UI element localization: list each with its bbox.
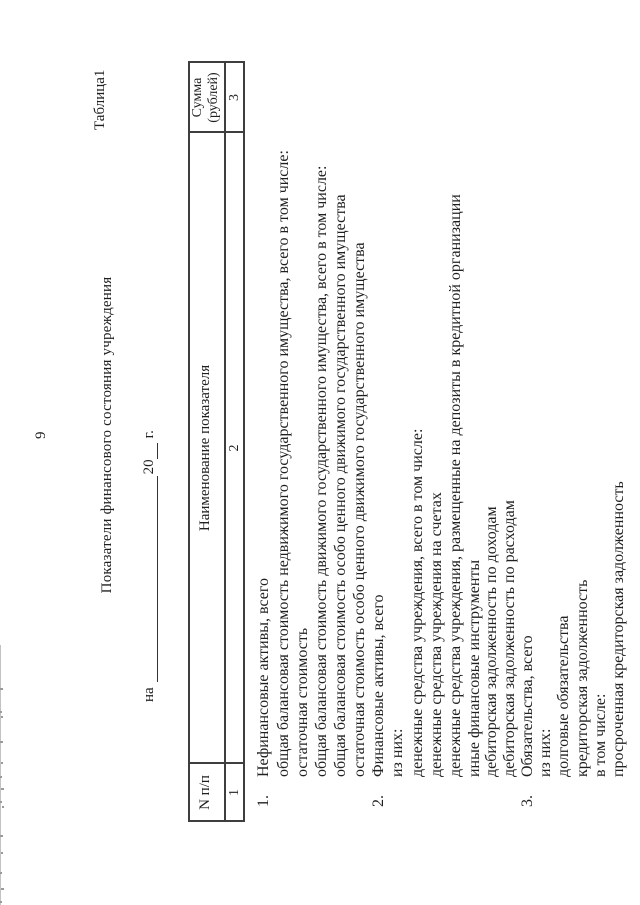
row-indicator-name: из них: <box>389 728 406 777</box>
row-indicator-name: общая балансовая стоимость недвижимого государственного имущества, всего в том числе: <box>275 150 292 777</box>
row-indicator-name: долговые обязательства <box>555 615 572 777</box>
scan-tick <box>0 835 3 837</box>
scan-tick <box>0 776 2 778</box>
table-row <box>275 0 293 905</box>
row-indicator-name: общая балансовая стоимость особо ценного движимого государственного имущества <box>332 194 349 777</box>
table-header-separator <box>224 61 226 822</box>
row-indicator-name: денежные средства учреждения, всего в том числе: <box>409 428 426 777</box>
date-blank-underline <box>141 476 158 682</box>
scan-tick <box>0 801 2 803</box>
header-cell-sum-line1: Сумма <box>190 77 205 118</box>
row-indicator-name: остаточная стоимость особо ценного движимого государственного имущества <box>351 242 368 777</box>
row-indicator-name: Финансовые активы, всего <box>370 594 387 777</box>
date-line <box>141 430 160 702</box>
date-year-underline <box>141 443 158 459</box>
table-top-border <box>188 61 190 822</box>
row-indicator-name: иные финансовые инструменты <box>466 559 483 777</box>
table-row <box>555 0 573 905</box>
table-row <box>519 0 537 905</box>
row-number: 3. <box>519 795 536 807</box>
column-number-1: 1 <box>227 789 242 796</box>
header-cell-indicator-name: Наименование показателя <box>197 364 213 532</box>
table-row <box>351 0 369 905</box>
date-suffix: г. <box>141 430 157 439</box>
scan-tick <box>2 806 4 808</box>
table-row <box>466 0 484 905</box>
row-indicator-name: общая балансовая стоимость движимого государственного имущества, всего в том числе: <box>313 165 330 777</box>
table-row <box>447 0 465 905</box>
row-indicator-name: Нефинансовые активы, всего <box>255 577 272 777</box>
scan-tick <box>0 688 3 690</box>
row-indicator-name: просроченная кредиторская задолженность <box>610 481 627 777</box>
table-row <box>537 0 555 905</box>
row-number: 1. <box>255 795 272 807</box>
row-indicator-name: дебиторская задолженность по доходам <box>483 506 500 777</box>
scan-tick <box>0 711 2 713</box>
table-row <box>574 0 592 905</box>
table-row <box>370 0 388 905</box>
scan-tick <box>1 762 3 764</box>
scan-tick <box>1 788 4 790</box>
table-row <box>428 0 446 905</box>
page-number: 9 <box>33 431 49 439</box>
table-row <box>501 0 519 905</box>
table-row <box>332 0 350 905</box>
row-indicator-name: остаточная стоимость <box>294 627 311 777</box>
header-cell-sum <box>190 62 222 133</box>
header-cell-npp: N п/п <box>197 775 213 810</box>
table-row <box>409 0 427 905</box>
table-row <box>592 0 610 905</box>
row-indicator-name: кредиторская задолженность <box>574 579 591 777</box>
row-indicator-name: дебиторская задолженность по расходам <box>501 500 518 777</box>
table-row <box>313 0 331 905</box>
table-row <box>389 0 407 905</box>
table-caption-label: Таблица1 <box>92 69 108 130</box>
row-indicator-name: из них: <box>537 728 554 777</box>
scan-tick <box>0 901 2 903</box>
scan-tick <box>0 741 3 743</box>
scan-tick <box>0 872 2 874</box>
scan-tick <box>1 852 3 854</box>
table-row <box>255 0 273 905</box>
row-indicator-name: денежные средства учреждения, размещенные на депозиты в кредитной организации <box>447 194 464 777</box>
table-row <box>610 0 628 905</box>
row-indicator-name: Обязательства, всего <box>519 635 536 777</box>
column-number-3: 3 <box>227 94 242 101</box>
page-title: Показатели финансового состояния учреждения <box>99 276 115 594</box>
header-cell-sum-line2: (рублей) <box>206 72 221 123</box>
date-year: 20 <box>141 459 157 475</box>
table-row <box>483 0 501 905</box>
table-row <box>294 0 312 905</box>
scan-tick <box>1 888 4 890</box>
date-prefix: на <box>141 687 157 702</box>
row-indicator-name: в том числе: <box>592 693 609 777</box>
row-indicator-name: денежные средства учреждения на счетах <box>428 492 445 777</box>
scan-tick <box>1 716 3 718</box>
scan-edge-line <box>0 645 1 905</box>
table-numbersrow-separator <box>243 61 245 822</box>
column-number-2: 2 <box>227 444 242 452</box>
row-number: 2. <box>370 795 387 807</box>
